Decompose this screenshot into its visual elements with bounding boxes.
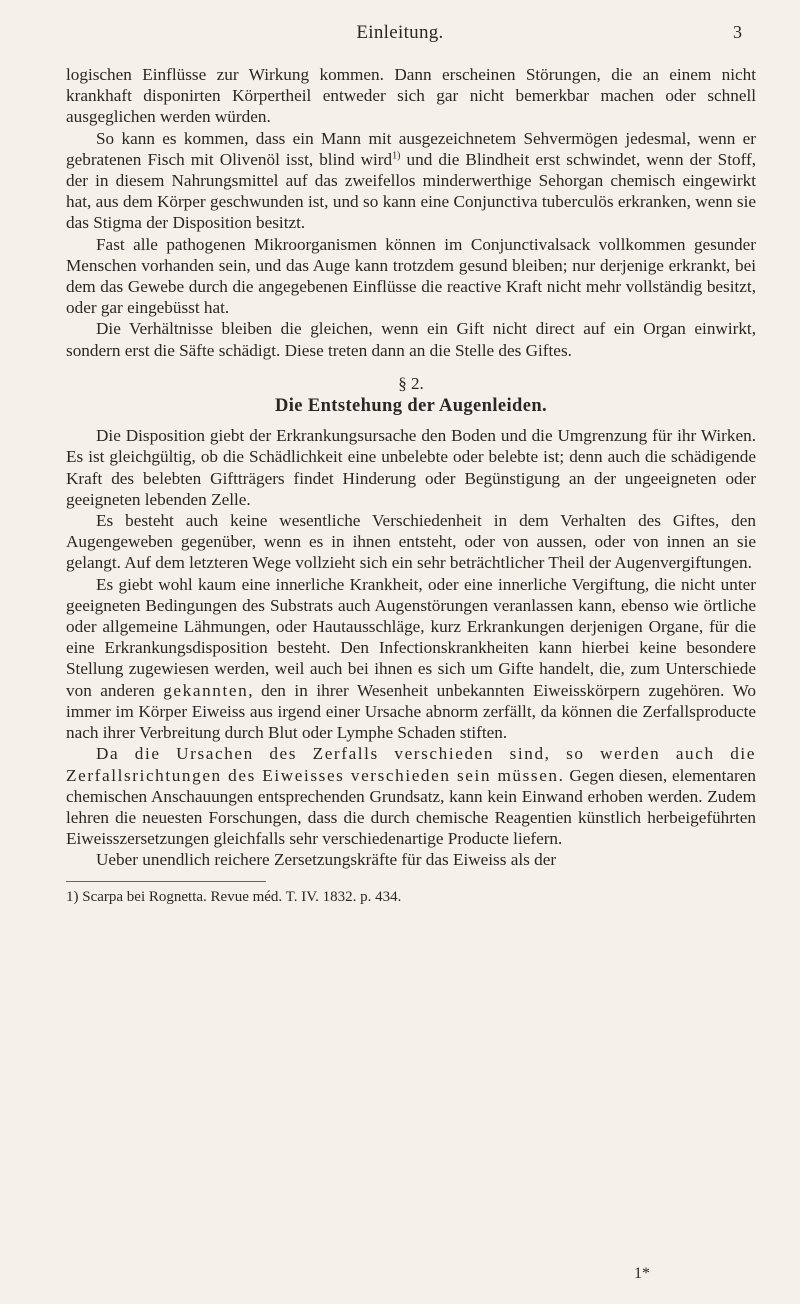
footnote-reference: 1) bbox=[392, 150, 401, 162]
paragraph-3: Fast alle pathogenen Mikroorganismen können im Conjunctivalsack vollkommen gesunder Menschen vorhanden sein, und das Auge kann trotzdem gesund bleiben; nur derjenige erkrankt, bei dem das Gewebe durch die angegebenen Einflüsse die reactive Kraft nicht mehr vollständig besitzt, oder gar eingebüsst hat. bbox=[66, 234, 756, 318]
paragraph-8-text: Gegen diesen, elementaren chemischen Anschauungen entsprechenden Grundsatz, kann kein Einwand erhoben werden. Zudem lehren die neuesten Forschungen, dass die durch chemische Reagentien künstlich herbeigeführten Eiweisszersetzungen gleichfalls sehr verschiedenartige Producte liefern. bbox=[66, 765, 756, 849]
section-title: Die Entstehung der Augenleiden. bbox=[274, 396, 548, 417]
footnote: 1) Scarpa bei Rognetta. Revue méd. T. IV. 1832. p. 434. bbox=[66, 888, 402, 905]
paragraph-8-emphasis: Da die Ursachen des Zerfalls verschieden sind, so werden auch die Zerfallsrichtungen des Eiweisses verschieden sein müssen. bbox=[66, 744, 756, 785]
paragraph-7-text-b: , den in ihrer Wesenheit unbekannten Eiweisskörpern zugehören. Wo immer im Körper Eiweiss aus irgend einer Ursache abnorm zerfällt, da können die Zerfallsproducte nach ihrer Verbreitung durch Blut oder Lymphe Schaden stiften. bbox=[66, 680, 756, 743]
paragraph-2 bbox=[66, 128, 756, 234]
paragraph-7-text-a: Es giebt wohl kaum eine innerliche Krankheit, oder eine innerliche Vergiftung, die nicht unter geeigneten Bedingungen des Substrats auch Augenstörungen veranlassen kann, ebenso wie örtliche oder allgemeine Lähmungen, oder Hautausschläge, kurz Erkrankungen derjenigen Organe, für die eine Erkrankungsdisposition besteht. Den Infectionskrankheiten kann hierbei keine besondere Stellung zugewiesen werden, weil auch bei ihnen es sich um Gifte handelt, die, zum Unterschiede von anderen bbox=[66, 574, 756, 700]
body-text bbox=[66, 64, 756, 907]
page-number: 3 bbox=[733, 22, 742, 42]
paragraph-5: Die Disposition giebt der Erkrankungsursache den Boden und die Umgrenzung für ihr Wirken. Es ist gleichgültig, ob die Schädlichkeit eine unbelebte oder belebte ist; denn auch die schädigende Kraft des belebten Giftträgers findet Hinderung oder Begünstigung an der ungeeigneten oder geeigneten lebenden Zelle. bbox=[66, 426, 756, 509]
paragraph-4: Die Verhältnisse bleiben die gleichen, wenn ein Gift nicht direct auf ein Organ einwirkt, sondern erst die Säfte schädigt. Diese treten dann an die Stelle des Giftes. bbox=[66, 319, 756, 360]
paragraph-9: Ueber unendlich reichere Zersetzungskräfte für das Eiweiss als der bbox=[96, 850, 557, 870]
paragraph-7 bbox=[66, 574, 756, 744]
section-number: § 2. bbox=[398, 373, 424, 393]
running-title: Einleitung. bbox=[356, 22, 444, 43]
paragraph-7-emphasis: gekannten bbox=[163, 680, 249, 700]
paragraph-6: Es besteht auch keine wesentliche Verschiedenheit in dem Verhalten des Giftes, den Augengeweben gegenüber, wenn es in ihnen entsteht, oder von aussen, oder von innen an sie gelangt. Auf dem letzteren Wege vollzieht sich ein sehr beträchtlicher Theil der Augenvergiftungen. bbox=[66, 511, 756, 573]
paragraph-2-text-b: und die Blindheit erst schwindet, wenn der Stoff, der in diesem Nahrungsmittel auf das zweifellos minderwerthige Sehorgan chemisch eingewirkt hat, aus dem Körper geschwunden ist, und so kann eine Conjunctiva tuberculös erkranken, wenn sie das Stigma der Disposition besitzt. bbox=[66, 149, 757, 233]
paragraph-2-text-a: So kann es kommen, dass ein Mann mit ausgezeichnetem Sehvermögen jedesmal, wenn er gebratenen Fisch mit Olivenöl isst, blind wird bbox=[66, 128, 756, 169]
paragraph-8 bbox=[66, 743, 756, 849]
paragraph-1: logischen Einflüsse zur Wirkung kommen. Dann erscheinen Störungen, die an einem nicht krankhaft disponirten Körpertheil entweder sich gar nicht bemerkbar machen oder schnell ausgeglichen werden würden. bbox=[66, 65, 756, 127]
footnote-rule bbox=[66, 881, 266, 882]
running-head bbox=[0, 22, 800, 46]
signature-mark: 1* bbox=[634, 1265, 650, 1282]
